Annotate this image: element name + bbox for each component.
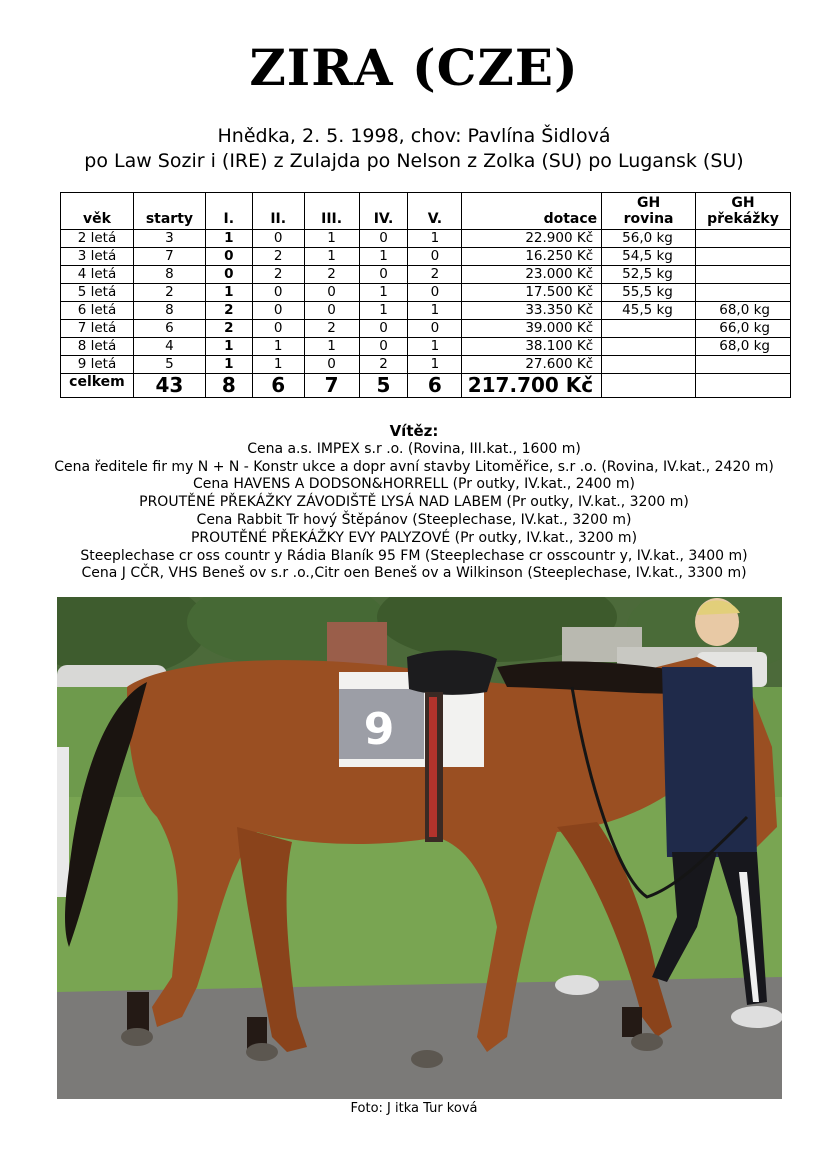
total-cell (602, 374, 696, 398)
winner-item: Steeplechase cr oss countr y Rádia Blaník 95 FM (Steeplechase cr osscountr y, IV.kat., 3400 m) (80, 547, 748, 564)
table-cell: 9 letá (61, 356, 134, 374)
table-cell: 1 (304, 230, 359, 248)
table-cell: 33.350 Kč (462, 302, 602, 320)
table-cell: 66,0 kg (695, 320, 790, 338)
total-cell: 43 (133, 374, 205, 398)
table-cell: 54,5 kg (602, 248, 696, 266)
table-cell: 0 (205, 266, 252, 284)
winner-item: Cena ředitele fir my N + N - Konstr ukce a dopr avní stavby Litoměřice, s.r .o. (Rovina, IV.kat., 2420 m) (54, 458, 774, 475)
table-cell: 2 (304, 320, 359, 338)
total-cell (695, 374, 790, 398)
table-cell: 0 (304, 356, 359, 374)
table-cell: 0 (408, 284, 462, 302)
table-cell (602, 338, 696, 356)
table-cell: 1 (408, 338, 462, 356)
table-row (61, 248, 791, 266)
table-cell: 1 (408, 302, 462, 320)
table-row (61, 266, 791, 284)
total-cell: 5 (359, 374, 408, 398)
table-total-row (61, 374, 791, 398)
table-cell: 22.900 Kč (462, 230, 602, 248)
table-cell (602, 320, 696, 338)
table-cell: 7 (133, 248, 205, 266)
table-cell: 0 (252, 320, 304, 338)
table-cell: 0 (359, 266, 408, 284)
table-cell: 1 (359, 248, 408, 266)
total-cell: 7 (304, 374, 359, 398)
table-cell: 55,5 kg (602, 284, 696, 302)
table-cell (695, 356, 790, 374)
table-cell: 45,5 kg (602, 302, 696, 320)
table-cell: 8 (133, 266, 205, 284)
column-header: GH rovina (602, 193, 696, 230)
table-cell: 1 (205, 284, 252, 302)
table-row (61, 320, 791, 338)
table-cell: 0 (359, 338, 408, 356)
table-cell: 1 (304, 338, 359, 356)
column-header: IV. (359, 193, 408, 230)
table-cell: 2 (408, 266, 462, 284)
table-cell: 16.250 Kč (462, 248, 602, 266)
table-cell: 1 (252, 338, 304, 356)
table-cell (602, 356, 696, 374)
column-header: I. (205, 193, 252, 230)
table-cell: 4 letá (61, 266, 134, 284)
winner-item: PROUTĚNÉ PŘEKÁŽKY ZÁVODIŠTĚ LYSÁ NAD LABEM (Pr outky, IV.kat., 3200 m) (139, 494, 689, 511)
table-cell: 68,0 kg (695, 338, 790, 356)
table-cell: 2 (252, 248, 304, 266)
table-cell: 0 (304, 302, 359, 320)
winner-item: Cena Rabbit Tr hový Štěpánov (Steeplechase, IV.kat., 3200 m) (196, 511, 632, 528)
table-cell: 1 (205, 356, 252, 374)
table-cell (695, 248, 790, 266)
photo-caption: Foto: J itka Tur ková (350, 1101, 478, 1116)
total-cell: 217.700 Kč (462, 374, 602, 398)
table-row (61, 302, 791, 320)
winner-item: Cena HAVENS A DODSON&HORRELL (Pr outky, IV.kat., 2400 m) (193, 476, 635, 493)
table-cell (695, 230, 790, 248)
table-cell: 3 (133, 230, 205, 248)
column-header: starty (133, 193, 205, 230)
table-cell: 27.600 Kč (462, 356, 602, 374)
total-cell: 8 (205, 374, 252, 398)
table-cell: 0 (252, 284, 304, 302)
page-title: ZIRA (CZE) (249, 38, 579, 97)
table-cell: 6 (133, 320, 205, 338)
column-header: III. (304, 193, 359, 230)
winners-list (0, 441, 828, 583)
total-cell: celkem (61, 374, 134, 398)
table-cell: 1 (408, 356, 462, 374)
table-row (61, 284, 791, 302)
table-cell: 1 (205, 338, 252, 356)
winner-item: Cena J CČR, VHS Beneš ov s.r .o.,Citr oen Beneš ov a Wilkinson (Steeplechase, IV.kat., 3300 m) (81, 565, 747, 582)
table-cell: 2 (205, 302, 252, 320)
winners-heading: Vítěz: (389, 422, 439, 440)
table-cell: 5 letá (61, 284, 134, 302)
table-cell: 0 (252, 230, 304, 248)
table-cell: 2 (359, 356, 408, 374)
table-cell: 4 (133, 338, 205, 356)
total-cell: 6 (252, 374, 304, 398)
table-cell: 52,5 kg (602, 266, 696, 284)
table-cell: 0 (252, 302, 304, 320)
saddle-number: 9 (363, 704, 395, 755)
table-cell (695, 266, 790, 284)
table-cell: 0 (359, 320, 408, 338)
horse-photo (57, 597, 782, 1099)
table-cell: 7 letá (61, 320, 134, 338)
pedigree-line: po Law Sozir i (IRE) z Zulajda po Nelson z Zolka (SU) po Lugansk (SU) (84, 150, 744, 172)
table-cell: 8 (133, 302, 205, 320)
table-cell: 0 (359, 230, 408, 248)
table-cell: 17.500 Kč (462, 284, 602, 302)
table-cell: 2 (133, 284, 205, 302)
table-cell: 2 (205, 320, 252, 338)
table-cell: 0 (408, 320, 462, 338)
horse-info-line: Hnědka, 2. 5. 1998, chov: Pavlína Šidlová (217, 125, 611, 147)
winners-section (0, 423, 828, 583)
table-cell: 39.000 Kč (462, 320, 602, 338)
table-cell: 3 letá (61, 248, 134, 266)
column-header: V. (408, 193, 462, 230)
table-row (61, 338, 791, 356)
table-cell: 0 (304, 284, 359, 302)
column-header: GH překážky (695, 193, 790, 230)
column-header: dotace (462, 193, 602, 230)
table-row (61, 356, 791, 374)
table-cell: 1 (252, 356, 304, 374)
table-cell: 2 (304, 266, 359, 284)
table-cell: 1 (205, 230, 252, 248)
table-cell: 56,0 kg (602, 230, 696, 248)
table-cell: 1 (304, 248, 359, 266)
table-cell: 1 (408, 230, 462, 248)
table-row (61, 230, 791, 248)
table-cell: 8 letá (61, 338, 134, 356)
table-cell: 68,0 kg (695, 302, 790, 320)
table-cell: 23.000 Kč (462, 266, 602, 284)
race-stats-table (60, 192, 791, 398)
column-header: II. (252, 193, 304, 230)
table-cell: 2 (252, 266, 304, 284)
table-cell: 1 (359, 284, 408, 302)
total-cell: 6 (408, 374, 462, 398)
table-cell: 1 (359, 302, 408, 320)
table-cell: 0 (408, 248, 462, 266)
table-cell: 5 (133, 356, 205, 374)
winner-item: Cena a.s. IMPEX s.r .o. (Rovina, III.kat., 1600 m) (247, 440, 581, 457)
table-header-row (61, 193, 791, 230)
table-cell: 2 letá (61, 230, 134, 248)
table-cell: 6 letá (61, 302, 134, 320)
column-header: věk (61, 193, 134, 230)
table-cell: 38.100 Kč (462, 338, 602, 356)
winner-item: PROUTĚNÉ PŘEKÁŽKY EVY PALYZOVÉ (Pr outky, IV.kat., 3200 m) (190, 529, 638, 546)
table-cell (695, 284, 790, 302)
table-cell: 0 (205, 248, 252, 266)
